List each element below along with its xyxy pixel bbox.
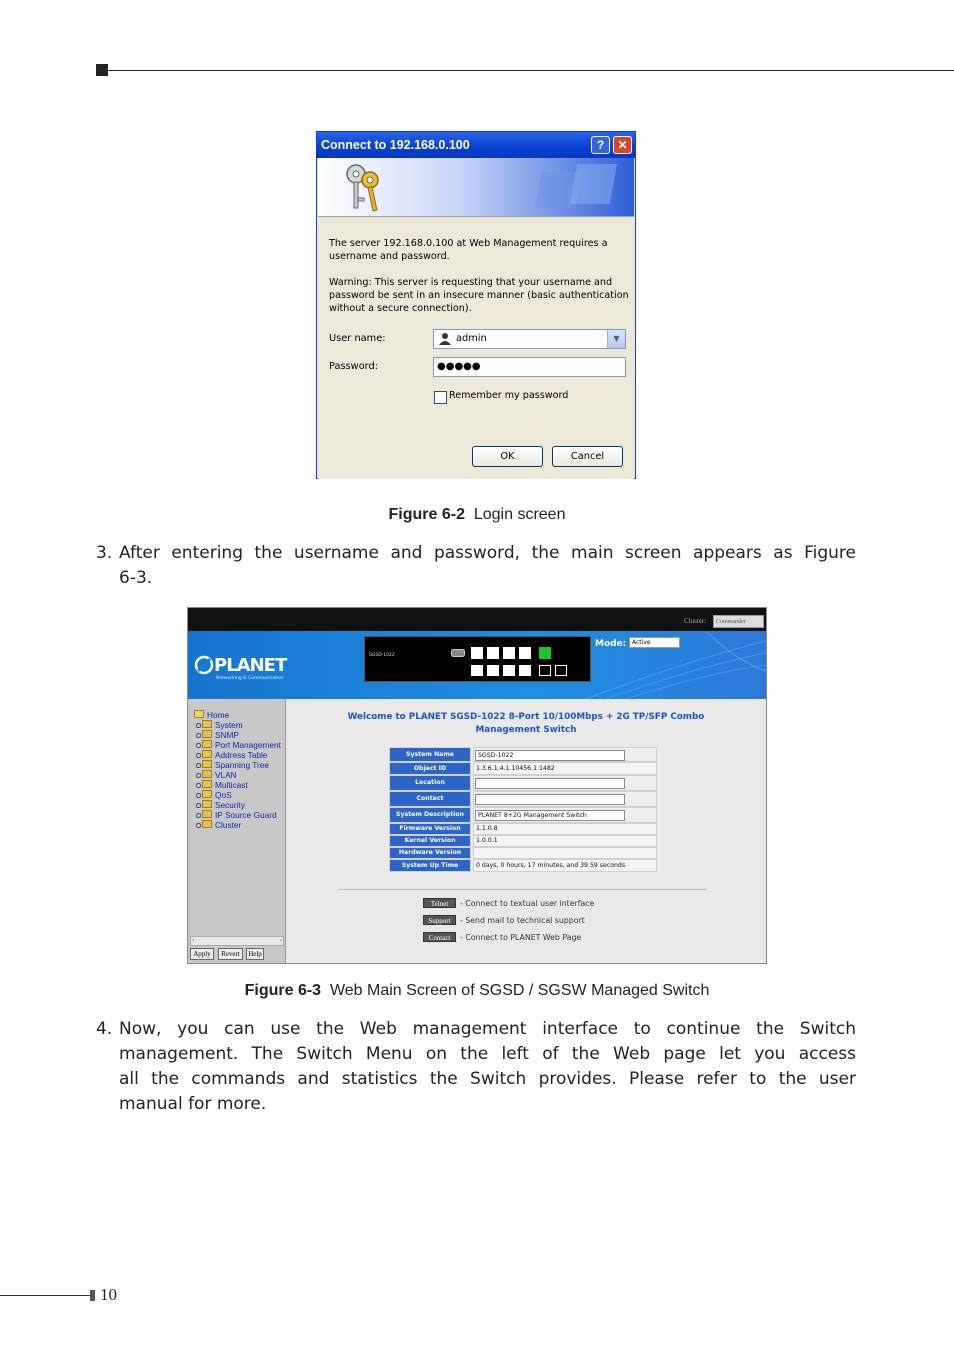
caption-label: Figure 6-2 [388,506,465,523]
menu-qos[interactable] [202,790,232,800]
support-button[interactable]: Support [423,915,456,925]
message-line: username and password. [329,251,450,262]
expand-icon [196,803,201,808]
menu-label: SNMP [215,730,239,740]
warning-line: without a secure connection). [329,303,472,314]
web-banner [188,631,766,699]
menu-home[interactable] [194,710,229,720]
table-row [389,847,657,859]
scroll-left-icon[interactable]: ‹ [192,937,195,944]
row-value: 0 days, 0 hours, 17 minutes, and 39.59 seconds [473,859,657,872]
close-button[interactable]: ✕ [613,136,632,154]
row-value [473,747,657,762]
step-line: manual for more. [119,1094,267,1114]
row-value [473,847,657,859]
telnet-button[interactable]: Telnet [423,898,456,908]
row-key: Contact [389,791,471,807]
step-line: all the commands and statistics the Switch provides. Please refer to the user [119,1069,856,1089]
menu-ip-source-guard[interactable] [202,810,277,820]
header-square [96,64,108,76]
login-dialog [316,131,636,479]
cluster-label: Cluster: [684,617,707,625]
link-description: - Connect to PLANET Web Page [460,933,582,942]
step-line: 6-3. [119,568,153,588]
message-line: The server 192.168.0.100 at Web Management requires a [329,238,608,249]
step-4 [96,1017,858,1117]
row-key: Firmware Version [389,823,471,835]
expand-icon [196,733,201,738]
dialog-body [318,216,634,479]
open-folder-icon [194,710,204,718]
row-value: 1.0.0.1 [473,835,657,847]
user-icon [438,332,452,346]
folder-icon [202,790,212,798]
caption-text: Web Main Screen of SGSD / SGSW Managed Switch [329,982,710,999]
expand-icon [196,813,201,818]
web-main-screen [187,607,767,964]
expand-icon [196,763,201,768]
user-name-value: admin [456,333,487,344]
menu-label: Port Management [215,740,281,750]
footer-rule [0,1295,90,1296]
switch-menu [188,699,286,963]
expand-icon [196,823,201,828]
menu-multicast[interactable] [202,780,248,790]
step-3 [96,541,858,591]
step-number: 4. [96,1019,113,1039]
menu-label: System [215,720,243,730]
contact-link-row [423,932,581,942]
row-value: 1.1.0.8 [473,823,657,835]
caption-text: Login screen [473,506,566,523]
menu-label: Multicast [215,780,248,790]
apply-button[interactable]: Apply [190,948,214,960]
row-key: Kernel Version [389,835,471,847]
user-name-combobox[interactable] [433,329,626,349]
telnet-link-row [423,898,594,908]
folder-icon [202,720,212,728]
expand-icon [196,783,201,788]
menu-spanning-tree[interactable] [202,760,269,770]
table-row [389,859,657,872]
cluster-select[interactable]: Commander [713,615,764,628]
port-8[interactable] [519,665,531,676]
port-9-link-up[interactable] [539,647,551,659]
welcome-line: Welcome to PLANET SGSD-1022 8-Port 10/100Mbps + 2G TP/SFP Combo [347,712,705,722]
menu-address-table[interactable] [202,750,267,760]
menu-label: Spanning Tree [215,760,269,770]
logo-globe-icon [194,655,214,675]
row-key: System Name [389,747,471,762]
remember-label: Remember my password [449,390,569,401]
network-watermark-icon [534,158,624,216]
mode-select[interactable]: Active [629,637,680,648]
folder-icon [202,810,212,818]
menu-label: Security [215,800,245,810]
system-name-input[interactable]: SGSD-1022 [475,750,625,761]
folder-icon [202,730,212,738]
warning-line: Warning: This server is requesting that your username and [329,277,613,288]
menu-snmp[interactable] [202,730,239,740]
expand-icon [196,723,201,728]
welcome-title [286,711,766,737]
row-key: Hardware Version [389,847,471,859]
ok-button[interactable]: OK [472,446,543,467]
switch-model-label: SGSD-1022 [369,653,395,658]
expand-icon [196,793,201,798]
sfp-port-2[interactable] [555,665,567,676]
menu-port-management[interactable] [202,740,281,750]
menu-label: Home [207,710,230,720]
expand-icon [196,743,201,748]
port-3[interactable] [503,647,515,659]
row-key: System Up Time [389,859,471,872]
warning-message [329,276,629,315]
port-7[interactable] [503,665,515,676]
main-content [286,699,766,963]
warning-line: password be sent in an insecure manner (basic authentication [329,290,629,301]
folder-icon [202,750,212,758]
step-line: After entering the username and password, the main screen appears as Figure [119,543,856,563]
step-number: 3. [96,543,113,563]
step-line: management. The Switch Menu on the left of the Web page let you access [119,1044,856,1064]
figure-6-2-caption [0,506,954,524]
system-description-input[interactable]: PLANET 8+2G Management Switch [475,810,625,821]
folder-icon [202,740,212,748]
sfp-port-1[interactable] [539,665,551,676]
port-5[interactable] [471,665,483,676]
page-number: 10 [100,1285,117,1304]
port-1[interactable] [471,647,483,659]
server-message [329,237,629,263]
cancel-button[interactable]: Cancel [552,446,623,467]
table-row [389,823,657,835]
step-line: Now, you can use the Web management interface to continue the Switch [119,1019,856,1039]
menu-label: VLAN [215,770,237,780]
row-value [473,791,657,807]
console-port-icon [451,649,465,657]
remember-checkbox[interactable] [434,391,447,404]
figure-6-3-caption [0,982,954,1000]
revert-button[interactable]: Revert [218,948,243,960]
folder-icon [202,770,212,778]
divider [338,889,707,890]
table-row [389,747,657,762]
row-key: System Description [389,807,471,823]
help-button[interactable]: Help [246,948,264,960]
port-4[interactable] [519,647,531,659]
mode-label: Mode: [595,639,627,649]
contact-input[interactable] [475,794,625,805]
port-6[interactable] [487,665,499,676]
folder-icon [202,760,212,768]
table-row [389,775,657,791]
footer-mark [90,1290,95,1301]
contact-button[interactable]: Contact [423,932,456,942]
row-value [473,807,657,823]
table-row [389,791,657,807]
folder-icon [202,800,212,808]
chevron-down-icon[interactable]: ▼ [607,330,625,348]
scroll-right-icon[interactable]: › [279,937,282,944]
location-input[interactable] [475,778,625,789]
menu-cluster[interactable] [202,820,241,830]
table-row [389,835,657,847]
support-link-row [423,915,585,925]
port-2[interactable] [487,647,499,659]
welcome-line: Management Switch [475,725,577,735]
top-bar [188,608,766,631]
help-button[interactable]: ? [591,136,610,154]
link-description: - Send mail to technical support [460,916,585,925]
row-value [473,775,657,791]
logo-tagline: Networking & Communication [216,676,284,681]
folder-icon [202,820,212,828]
row-value: 1.3.6.1.4.1.10456.1.1482 [473,762,657,775]
user-name-label: User name: [329,333,386,344]
menu-security[interactable] [202,800,245,810]
logo-wordmark: PLANET [214,655,287,676]
menu-system[interactable] [202,720,243,730]
password-value: ●●●●● [437,361,481,372]
menu-label: Address Table [215,750,268,760]
header-rule [108,70,954,71]
row-key: Location [389,775,471,791]
expand-icon [196,753,201,758]
link-description: - Connect to textual user interface [460,899,595,908]
folder-icon [202,780,212,788]
password-label: Password: [329,361,379,372]
dialog-title: Connect to 192.168.0.100 [317,132,635,158]
row-key: Object ID [389,762,471,775]
menu-label: Cluster [215,820,242,830]
expand-icon [196,773,201,778]
table-row [389,807,657,823]
switch-panel [364,636,591,682]
menu-label: QoS [215,790,232,800]
menu-vlan[interactable] [202,770,237,780]
password-field[interactable] [433,357,626,377]
keys-icon [330,160,390,216]
menu-label: IP Source Guard [215,810,277,820]
caption-label: Figure 6-3 [244,982,322,999]
horizontal-scrollbar[interactable] [190,936,284,946]
table-row [389,762,657,775]
dialog-banner [318,158,634,216]
